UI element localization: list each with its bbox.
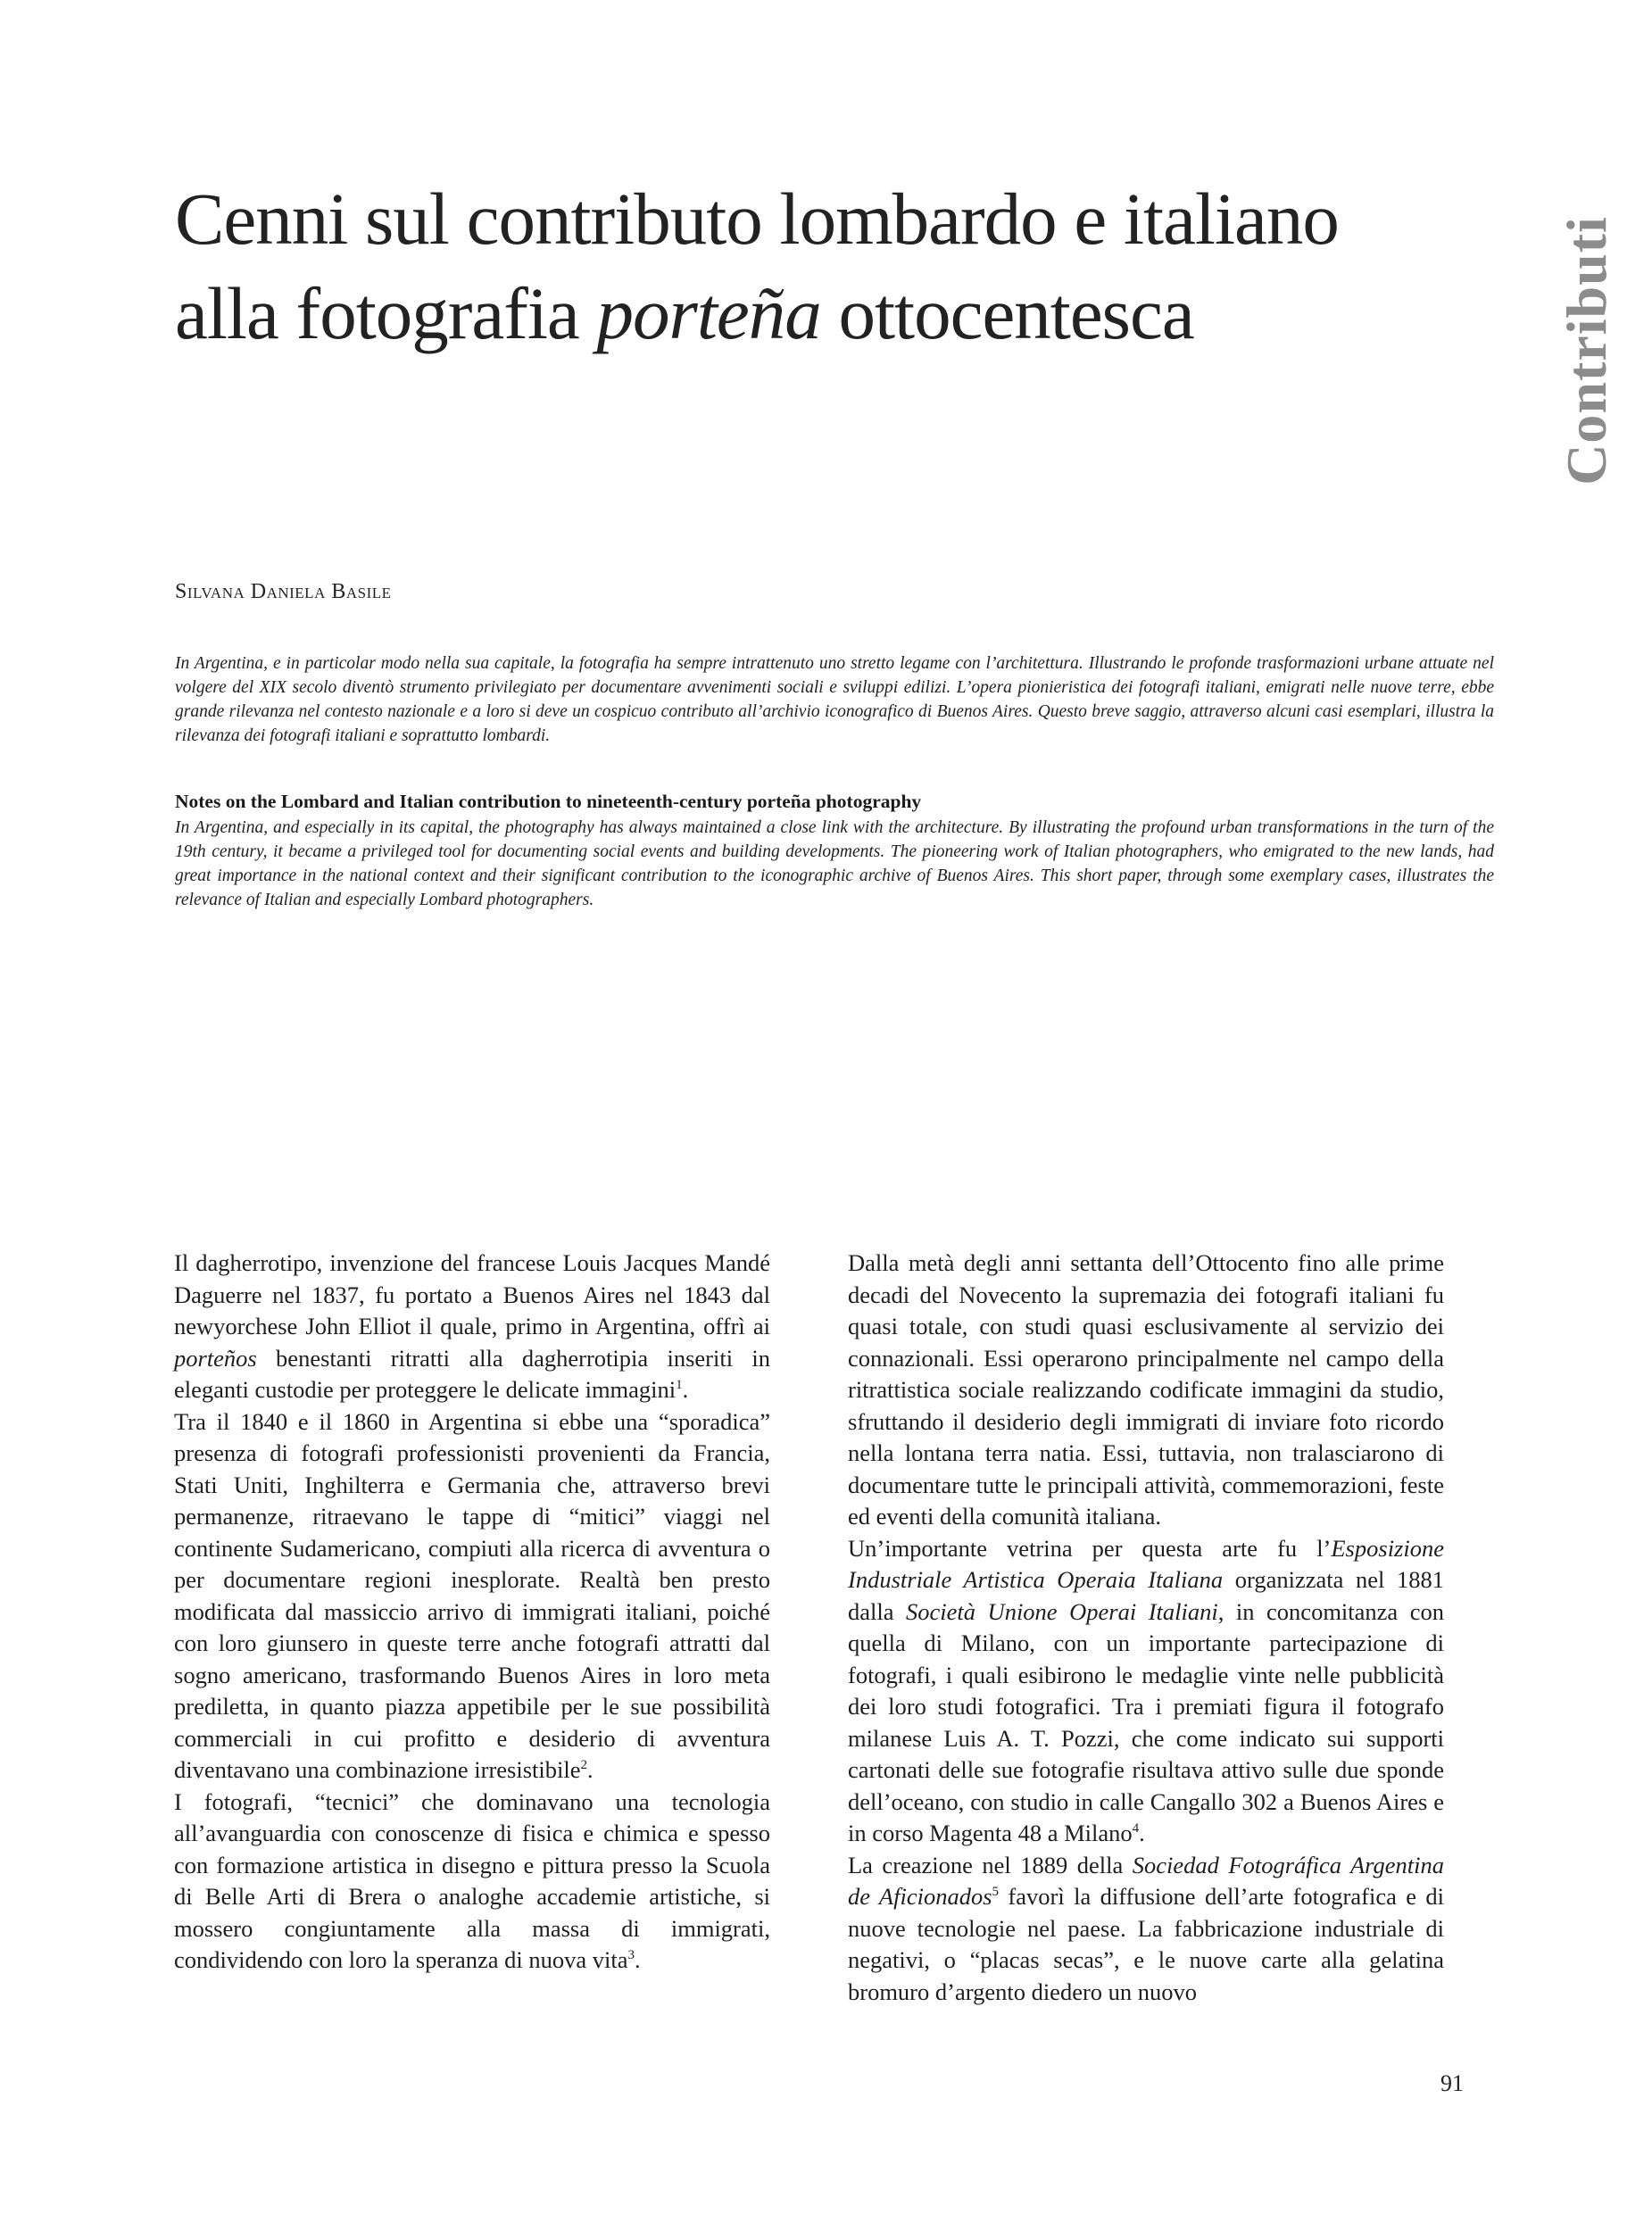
paragraph: Dalla metà degli anni settanta dell’Ottocento fino alle prime decadi del Novecento la supremazia dei fotografi italiani fu quasi totale, con studi quasi esclusivamente al servizio dei connazionali. Essi operarono principalmente nel campo della ritrattistica sociale realizzando codificate immagini da studio, sfruttando il desiderio degli immigrati di inviare foto ricordo nella lontana terra natia. Essi, tuttavia, non tralasciarono di documentare tutte le principali attività, commemorazioni, feste ed eventi della comunità italiana. <box>848 1249 1444 1530</box>
title-italic-word: porteña <box>596 272 821 354</box>
body-column-right <box>848 1248 1444 2008</box>
footnote-ref[interactable]: 2 <box>580 1758 588 1773</box>
footnote-ref[interactable]: 5 <box>992 1885 1000 1900</box>
page-number: 91 <box>1440 2070 1464 2096</box>
footnote-ref[interactable]: 4 <box>1132 1821 1140 1837</box>
paragraph: Il dagherrotipo, invenzione del francese Louis Jacques Mandé Daguerre nel 1837, fu portato a Buenos Aires nel 1843 dal newyorchese John Elliot il quale, primo in Argentina, offrì ai porteños benestanti ritratti alla dagherrotipia inseriti in eleganti custodie per proteggere le delicate immagini$^1$. <box>174 1249 770 1403</box>
footnote-ref[interactable]: 1 <box>676 1378 683 1393</box>
section-label <box>1542 212 1631 489</box>
article-title <box>175 171 1496 361</box>
body-column-left <box>174 1248 770 1977</box>
paragraph: Un’importante vetrina per questa arte fu l’Esposizione Industriale Artistica Operaia Italiana organizzata nel 1881 dalla Società Unione Operai Italiani, in concomitanza con quella di Milano, con un importante partecipazione di fotografi, i quali esibirono le medaglie vinte nelle pubblicità dei loro studi fotografici. Tra i premiati figura il fotografo milanese Luis A. T. Pozzi, che come indicato sui supporti cartonati delle sue fotografie risultava attivo sulle due sponde dell’oceano, con studio in calle Cangallo 302 a Buenos Aires e in corso Magenta 48 a Milano$^4$. <box>848 1534 1444 1846</box>
title-line-1: Cenni sul contributo lombardo e italiano <box>175 178 1339 260</box>
title-line-2-end: ottocentesca <box>820 272 1194 354</box>
footnote-ref[interactable]: 3 <box>627 1948 635 1963</box>
section-label-text: Contributi <box>1555 216 1618 485</box>
abstract-english: In Argentina, and especially in its capital, the photography has always maintained a close link with the architecture. By illustrating the profound urban transformations in the turn of the 19th century, it became a privileged tool for documenting social events and building developments. The pioneering work of Italian photographers, who emigrated to the new lands, had great importance in the national context and their significant contribution to the iconographic archive of Buenos Aires. This short paper, through some exemplary cases, illustrates the relevance of Italian and especially Lombard photographers. <box>175 818 1494 909</box>
english-title: Notes on the Lombard and Italian contribution to nineteenth-century porteña photography <box>175 791 922 812</box>
title-line-2-start: alla fotografia <box>175 272 597 354</box>
paragraph: Tra il 1840 e il 1860 in Argentina si ebbe una “sporadica” presenza di fotografi professionisti provenienti da Francia, Stati Uniti, Inghilterra e Germania che, attraverso brevi permanenze, ritraevano le tappe di “mitici” viaggi nel continente Sudamericano, compiuti alla ricerca di avventura o per documentare regioni inesplorate. Realtà ben presto modificata dal massiccio arrivo di immigrati italiani, poiché con loro giunsero in queste terre anche fotografi attratti dal sogno americano, trasformando Buenos Aires in loro meta prediletta, in quanto piazza appetibile per le sue possibilità commerciali in cui profitto e desiderio di avventura diventavano una combinazione irresistibile$^2$. <box>174 1407 770 1783</box>
paragraph: I fotografi, “tecnici” che dominavano una tecnologia all’avanguardia con conoscenze di fisica e chimica e spesso con formazione artistica in disegno e pittura presso la Scuola di Belle Arti di Brera o analoghe accademie artistiche, si mossero congiuntamente alla massa di immigrati, condividendo con loro la speranza di nuova vita$^3$. <box>174 1787 770 1973</box>
author-name: Silvana Daniela Basile <box>175 580 392 603</box>
abstract-italian: In Argentina, e in particolar modo nella sua capitale, la fotografia ha sempre intrattenuto uno stretto legame con l’architettura. Illustrando le profonde trasformazioni urbane attuate nel volgere del XIX secolo diventò strumento privilegiato per documentare avvenimenti sociali e sviluppi edilizi. L’opera pionieristica dei fotografi italiani, emigrati nelle nuove terre, ebbe grande rilevanza nel contesto nazionale e a loro si deve un cospicuo contributo all’archivio iconografico di Buenos Aires. Questo breve saggio, attraverso alcuni casi esemplari, illustra la rilevanza dei fotografi italiani e soprattutto lombardi. <box>175 654 1494 745</box>
paragraph: La creazione nel 1889 della Sociedad Fotográfica Argentina de Aficionados$^5$ favorì la diffusione dell’arte fotografica e di nuove tecnologie nel paese. La fabbricazione industriale di negativi, o “placas secas”, e le nuove carte alla gelatina bromuro d’argento diedero un nuovo <box>848 1851 1444 2005</box>
